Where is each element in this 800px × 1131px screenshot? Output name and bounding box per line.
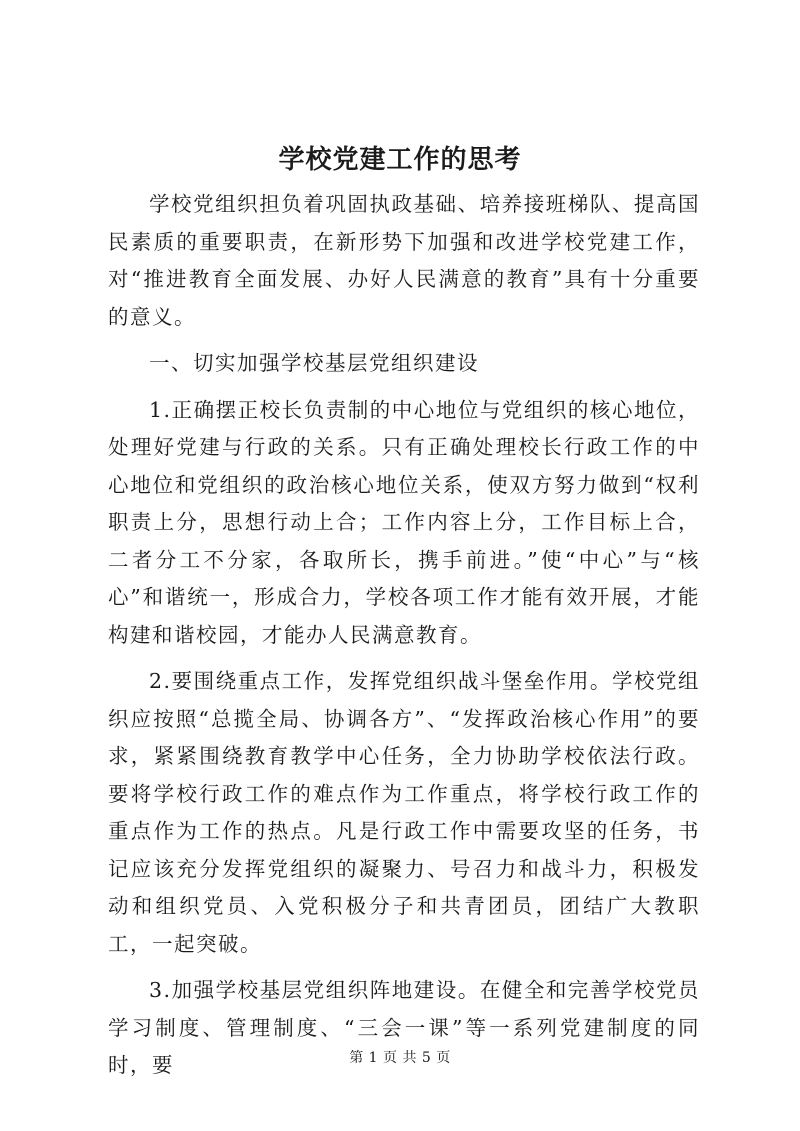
paragraph-item-1: 1.正确摆正校长负责制的中心地位与党组织的核心地位，处理好党建与行政的关系。只有正确处理校长行政工作的中心地位和党组织的政治核心地位关系，使双方努力做到“权利职责上分，思想行动上合；工作内容上分，工作目标上合，二者分工不分家，各取所长，携手前进。”使“中心”与“核心”和谐统一，形成合力，学校各项工作才能有效开展，才能构建和谐校园，才能办人民满意教育。 xyxy=(108,397,700,647)
paragraph-item-2: 2.要围绕重点工作，发挥党组织战斗堡垒作用。学校党组织应按照“总揽全局、协调各方”、“发挥政治核心作用”的要求，紧紧围绕教育教学中心任务，全力协助学校依法行政。要将学校行政工作的难点作为工作重点，将学校行政工作的重点作为工作的热点。凡是行政工作中需要攻坚的任务，书记应该充分发挥党组织的凝聚力、号召力和战斗力，积极发动和组织党员、入党积极分子和共青团员，团结广大教职工，一起突破。 xyxy=(108,669,700,956)
document-body xyxy=(108,186,700,1094)
intro-paragraph: 学校党组织担负着巩固执政基础、培养接班梯队、提高国民素质的重要职责，在新形势下加强和改进学校党建工作，对“推进教育全面发展、办好人民满意的教育”具有十分重要的意义。 xyxy=(108,192,700,329)
section-heading: 一、切实加强学校基层党组织建设 xyxy=(149,351,479,375)
page-number-footer: 第 1 页 共 5 页 xyxy=(349,1050,451,1066)
document-title: 学校党建工作的思考 xyxy=(278,145,522,175)
paragraph-item-3: 3.加强学校基层党组织阵地建设。在健全和完善学校党员学习制度、管理制度、“三会一课”等一系列党建制度的同时，要 xyxy=(108,978,700,1077)
